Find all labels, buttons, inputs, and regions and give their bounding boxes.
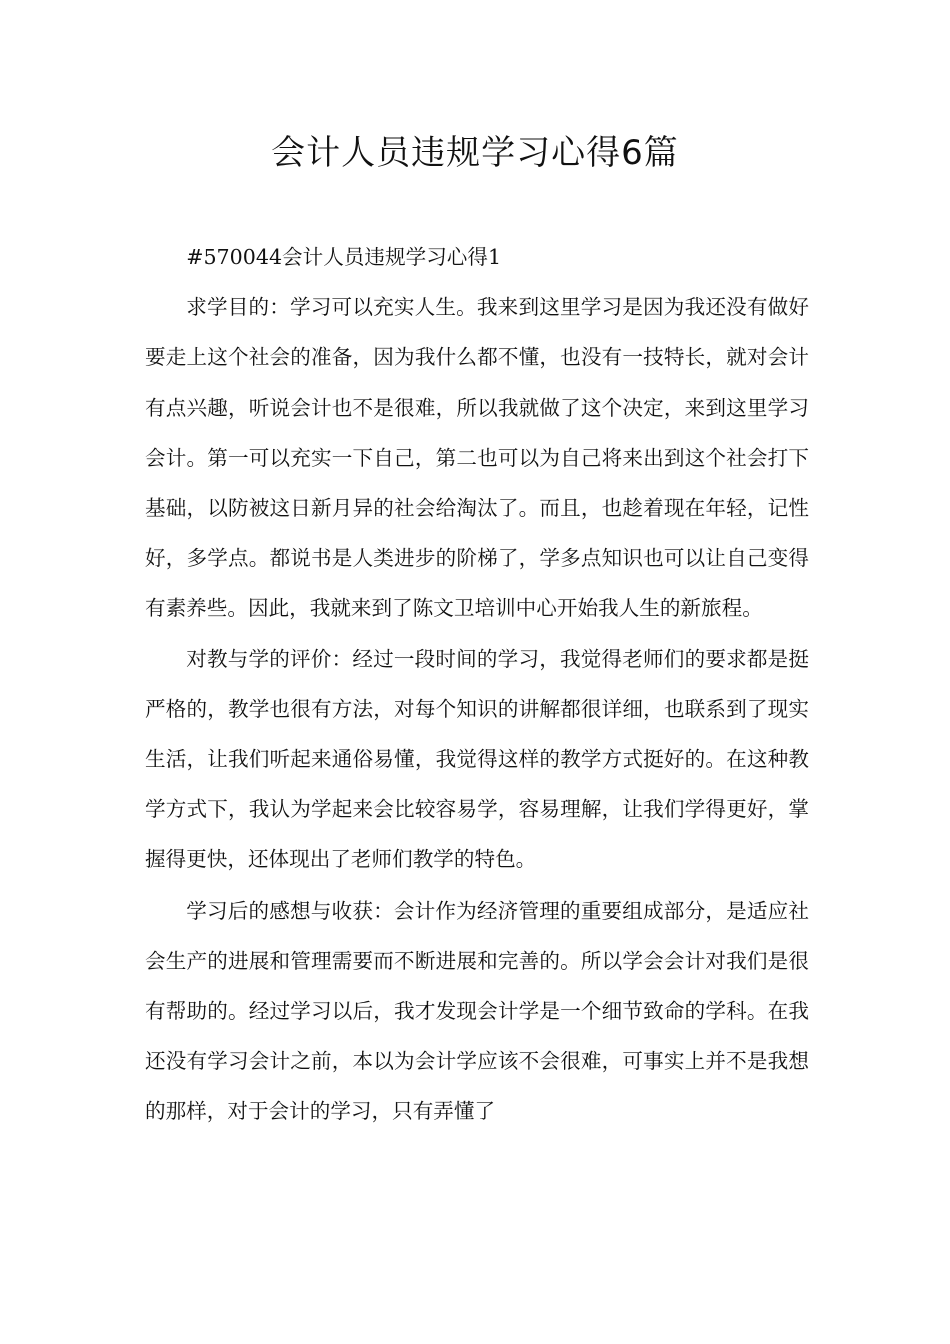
document-body [145, 232, 809, 1137]
paragraph-reflection: 学习后的感想与收获：会计作为经济管理的重要组成部分，是适应社会生产的进展和管理需要而不断进展和完善的。所以学会会计对我们是很有帮助的。经过学习以后，我才发现会计学是一个细节致命的学科。在我还没有学习会计之前，本以为会计学应该不会很难，可事实上并不是我想的那样，对于会计的学习，只有弄懂了 [145, 898, 809, 1124]
paragraph-evaluation: 对教与学的评价：经过一段时间的学习，我觉得老师们的要求都是挺严格的，教学也很有方法，对每个知识的讲解都很详细，也联系到了现实生活，让我们听起来通俗易懂，我觉得这样的教学方式挺好的。在这种教学方式下，我认为学起来会比较容易学，容易理解，让我们学得更好，掌握得更快，还体现出了老师们教学的特色。 [145, 646, 809, 872]
document-title: 会计人员违规学习心得6篇 [271, 133, 679, 173]
section-subheading: #570044会计人员违规学习心得1 [186, 245, 502, 269]
paragraph-purpose: 求学目的：学习可以充实人生。我来到这里学习是因为我还没有做好要走上这个社会的准备，因为我什么都不懂，也没有一技特长，就对会计有点兴趣，听说会计也不是很难，所以我就做了这个决定，来到这里学习会计。第一可以充实一下自己，第二也可以为自己将来出到这个社会打下基础，以防被这日新月异的社会给淘汰了。而且，也趁着现在年轻，记性好，多学点。都说书是人类进步的阶梯了，学多点知识也可以让自己变得有素养些。因此，我就来到了陈文卫培训中心开始我人生的新旅程。 [145, 295, 809, 621]
